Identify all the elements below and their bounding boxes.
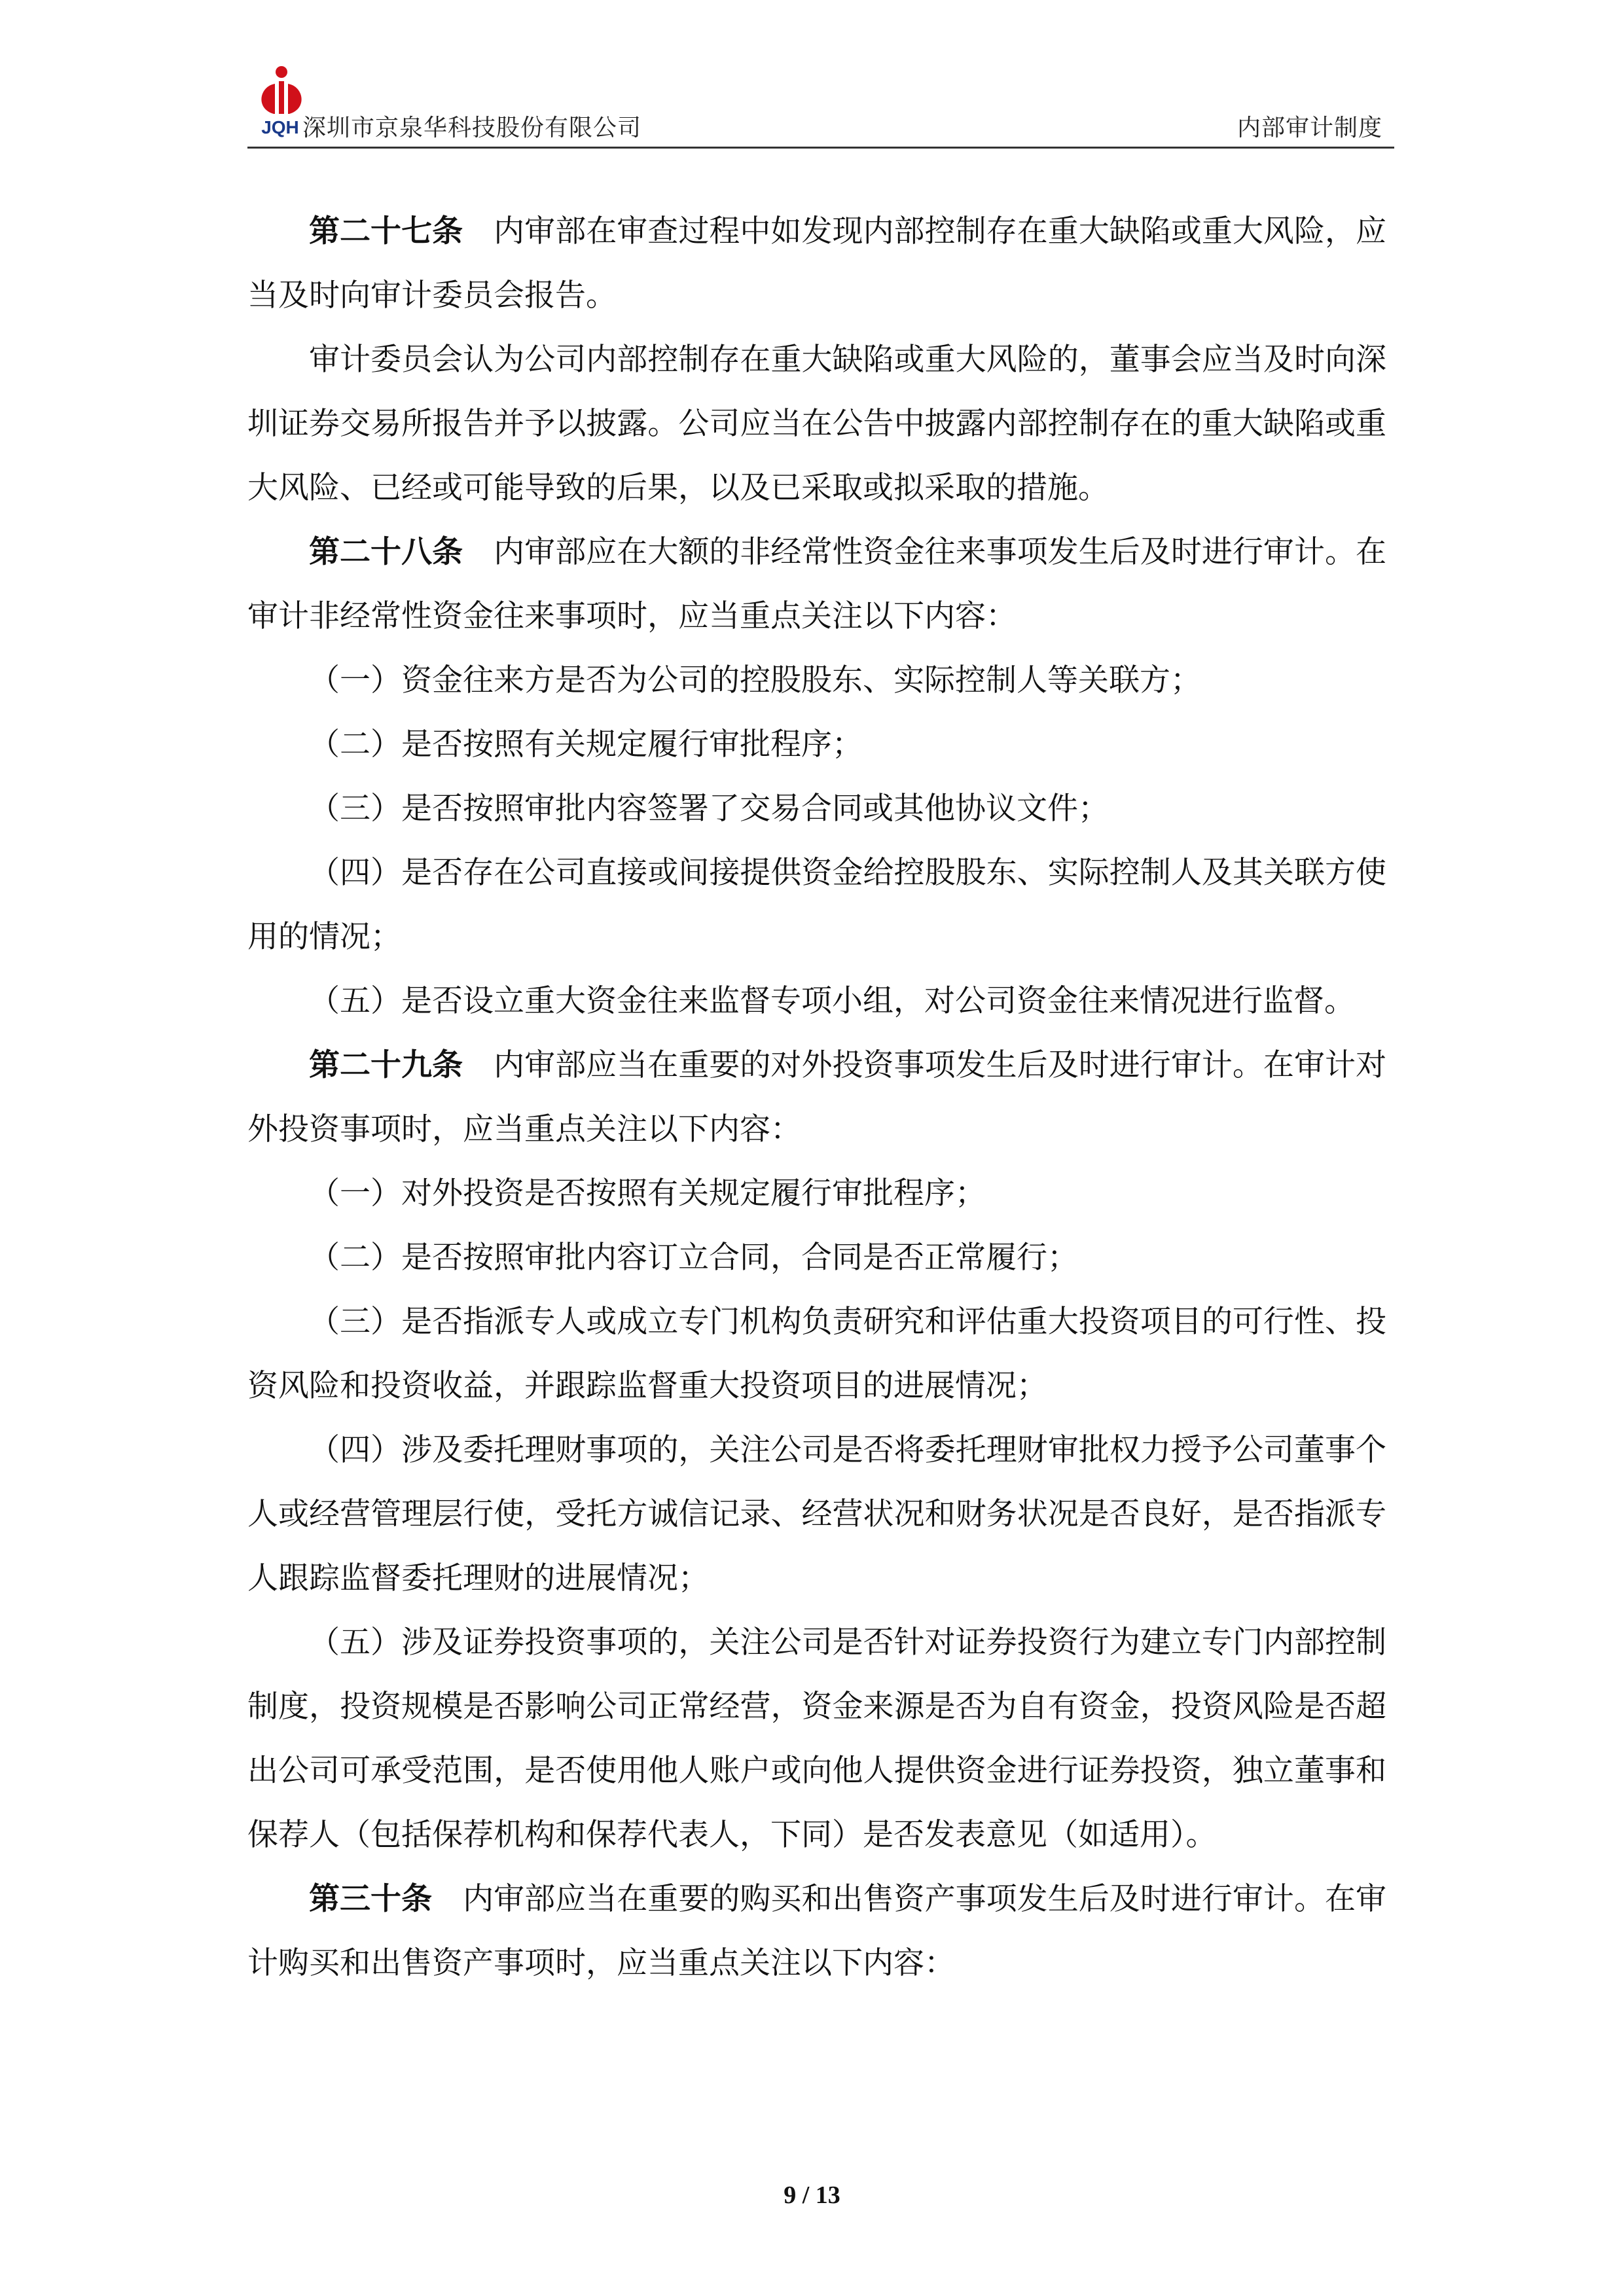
company-name: 深圳市京泉华科技股份有限公司	[302, 115, 642, 141]
list-item: （三）是否指派专人或成立专门机构负责研究和评估重大投资项目的可行性、投资风险和投资收益，并跟踪监督重大投资项目的进展情况；	[247, 1304, 1386, 1404]
article-number: 第二十七条	[309, 213, 463, 249]
paragraph: 审计委员会认为公司内部控制存在重大缺陷或重大风险的，董事会应当及时向深圳证券交易所报告并予以披露。公司应当在公告中披露内部控制存在的重大缺陷或重大风险、已经或可能导致的后果，以及已采取或拟采取的措施。	[247, 342, 1386, 506]
article-30	[247, 1867, 1386, 1996]
list-item: （二）是否按照有关规定履行审批程序；	[309, 726, 863, 762]
list-item: （四）是否存在公司直接或间接提供资金给控股股东、实际控制人及其关联方使用的情况；	[247, 855, 1386, 955]
list-item: （五）涉及证券投资事项的，关注公司是否针对证券投资行为建立专门内部控制制度，投资规模是否影响公司正常经营，资金来源是否为自有资金，投资风险是否超出公司可承受范围，是否使用他人账户或向他人提供资金进行证券投资，独立董事和保荐人（包括保荐机构和保荐代表人，下同）是否发表意见（如适用）。	[247, 1624, 1386, 1853]
article-number: 第三十条	[309, 1881, 433, 1917]
article-29	[247, 1033, 1386, 1162]
list-item: （四）涉及委托理财事项的，关注公司是否将委托理财审批权力授予公司董事个人或经营管理层行使，受托方诚信记录、经营状况和财务状况是否良好，是否指派专人跟踪监督委托理财的进展情况；	[247, 1432, 1386, 1596]
article-text: 内审部在审查过程中如发现内部控制存在重大缺陷或重大风险，应当及时向审计委员会报告。	[247, 213, 1387, 314]
page-number: 9 / 13	[784, 2181, 840, 2209]
list-item: （三）是否按照审批内容签署了交易合同或其他协议文件；	[309, 791, 1109, 827]
article-28	[247, 520, 1386, 649]
page-header	[247, 65, 1394, 151]
document-body	[247, 200, 1386, 1996]
logo-text: JQH	[261, 117, 299, 137]
header-divider	[247, 147, 1394, 149]
list-item: （二）是否按照审批内容订立合同，合同是否正常履行；	[309, 1240, 1078, 1276]
article-text: 内审部应当在重要的对外投资事项发生后及时进行审计。在审计对外投资事项时，应当重点关注以下内容：	[247, 1047, 1387, 1147]
list-item: （一）资金往来方是否为公司的控股股东、实际控制人等关联方；	[309, 662, 1201, 698]
document-type: 内部审计制度	[1236, 115, 1382, 141]
article-number: 第二十八条	[309, 534, 463, 570]
article-text: 内审部应当在重要的购买和出售资产事项发生后及时进行审计。在审计购买和出售资产事项时，应当重点关注以下内容：	[247, 1881, 1387, 1981]
list-item: （一）对外投资是否按照有关规定履行审批程序；	[309, 1175, 986, 1211]
article-number: 第二十九条	[309, 1047, 463, 1083]
article-text: 内审部应在大额的非经常性资金往来事项发生后及时进行审计。在审计非经常性资金往来事项时，应当重点关注以下内容：	[247, 534, 1387, 634]
article-27	[247, 200, 1386, 328]
list-item: （五）是否设立重大资金往来监督专项小组，对公司资金往来情况进行监督。	[309, 983, 1355, 1019]
